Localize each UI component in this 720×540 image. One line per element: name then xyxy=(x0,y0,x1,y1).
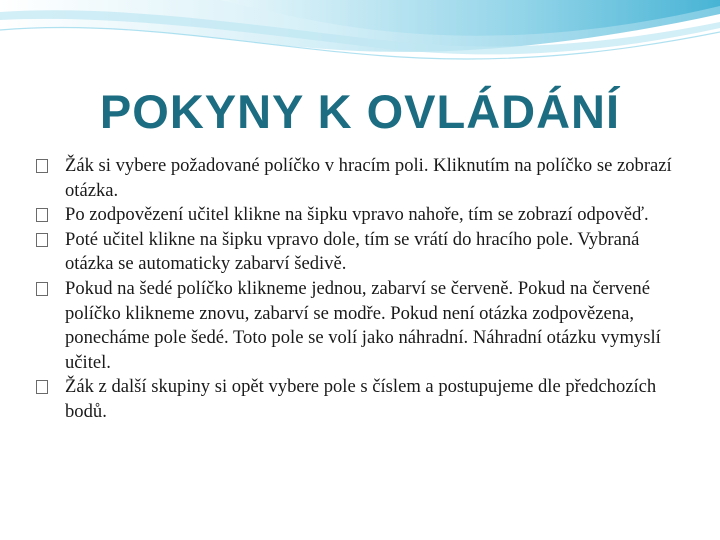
list-item xyxy=(36,203,686,228)
list-item-text: Po zodpovězení učitel klikne na šipku vpravo nahoře, tím se zobrazí odpověď. xyxy=(65,204,649,226)
square-bullet-icon xyxy=(36,159,48,173)
header-wave-decoration xyxy=(0,0,720,80)
list-item xyxy=(36,228,686,277)
slide-title: POKYNY K OVLÁDÁNÍ xyxy=(99,85,621,138)
square-bullet-icon xyxy=(36,208,48,222)
square-bullet-icon xyxy=(36,380,48,394)
list-item xyxy=(36,375,686,424)
instructions-list xyxy=(36,154,686,425)
list-item-text: Žák z další skupiny si opět vybere pole s číslem a postupujeme dle předchozích bodů. xyxy=(65,376,657,422)
list-item-text: Žák si vybere požadované políčko v hracím poli. Kliknutím na políčko se zobrazí otázka. xyxy=(65,155,672,201)
square-bullet-icon xyxy=(36,282,48,296)
list-item-text: Poté učitel klikne na šipku vpravo dole, tím se vrátí do hracího pole. Vybraná otázka se automaticky zabarví šedivě. xyxy=(65,228,640,275)
list-item xyxy=(36,277,686,375)
square-bullet-icon xyxy=(36,233,48,247)
list-item xyxy=(36,154,686,203)
list-item-text: Pokud na šedé políčko klikneme jednou, zabarví se červeně. Pokud na červené políčko klikneme znovu, zabarví se modře. Pokud není otázka zodpovězena, ponecháme pole šedé. Toto pole se volí jako náhradní. Náhradní otázku vymyslí učitel. xyxy=(65,277,661,373)
